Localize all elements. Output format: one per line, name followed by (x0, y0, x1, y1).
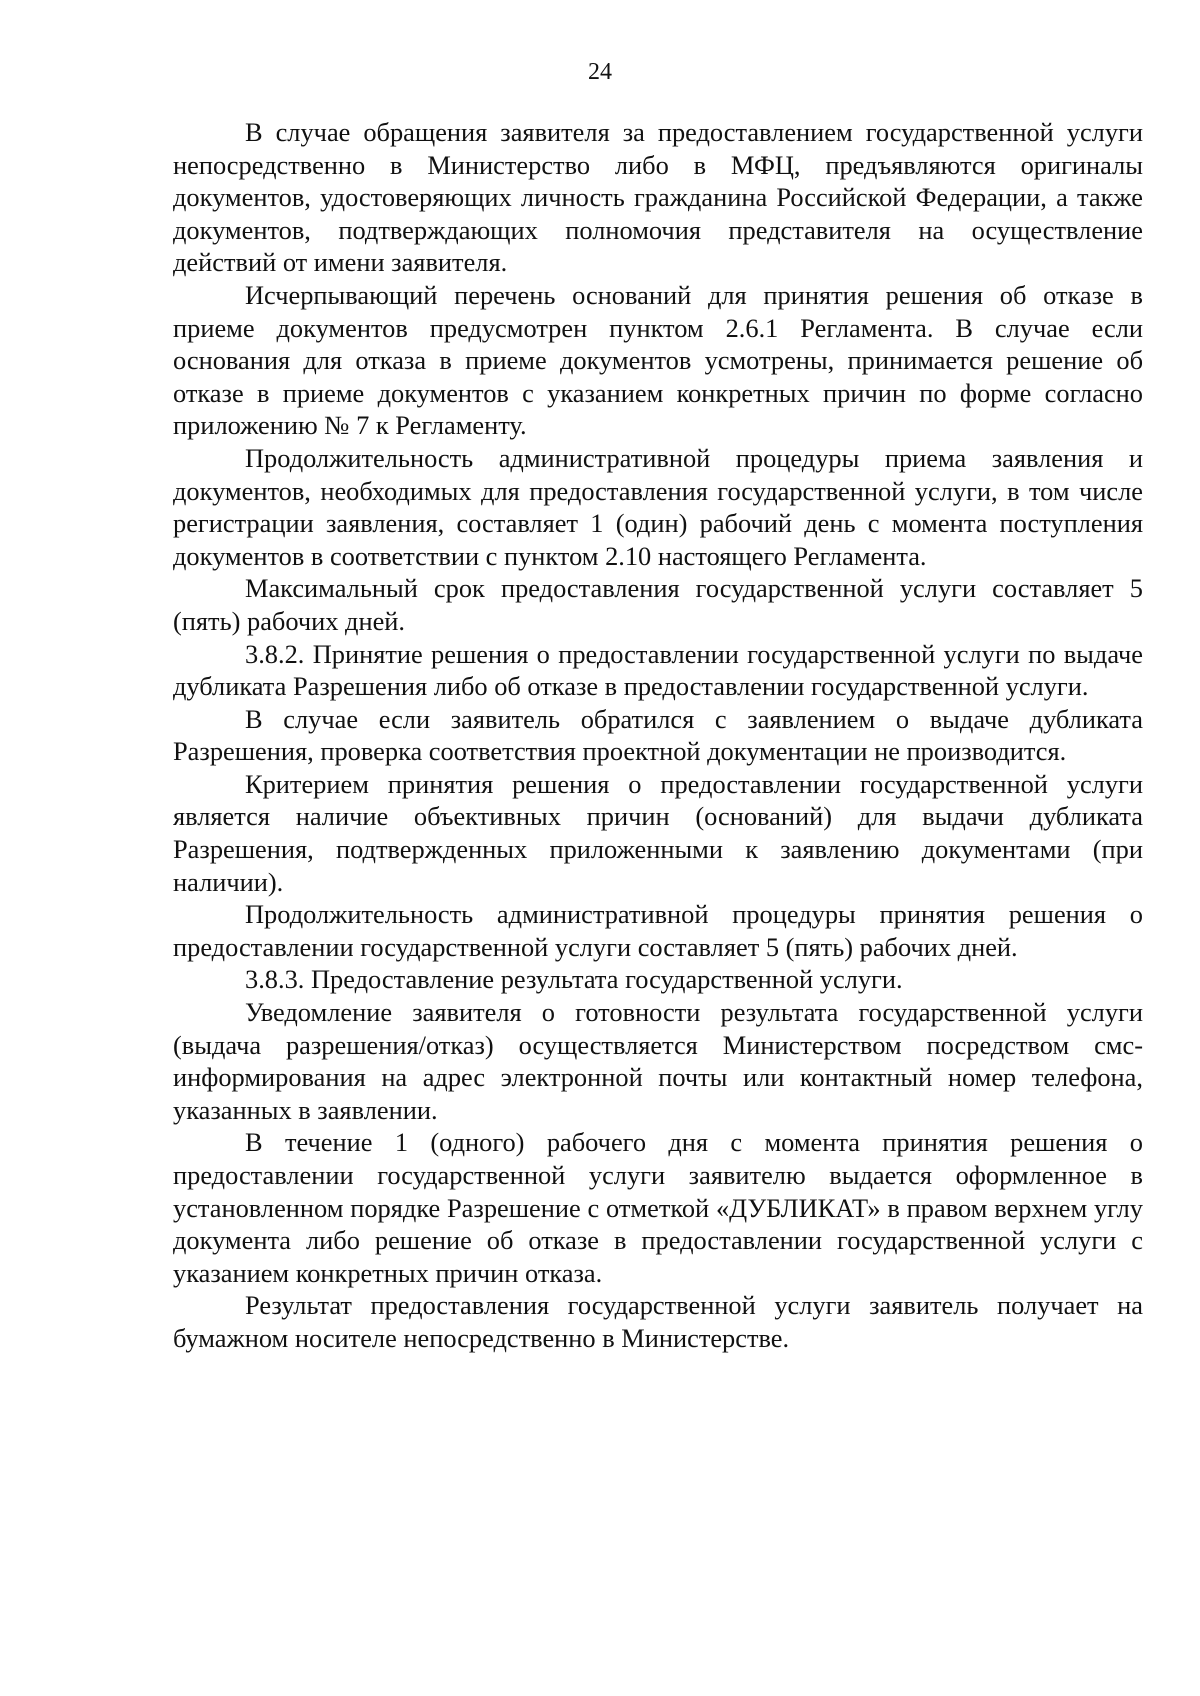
paragraph-notification: Уведомление заявителя о готовности результата государственной услуги (выдача разрешения/отказ) осуществляется Министерством посредством смс-информирования на адрес электронной почты или контактный номер телефона, указанных в заявлении. (173, 997, 1143, 1125)
paragraph-refusal-grounds: Исчерпывающий перечень оснований для принятия решения об отказе в приеме документов предусмотрен пунктом 2.6.1 Регламента. В случае если основания для отказа в приеме документов усмотрены, принимается решение об отказе в приеме документов с указанием конкретных причин по форме согласно приложению № 7 к Регламенту. (173, 279, 1143, 441)
paragraph-decision-duration: Продолжительность административной процедуры принятия решения о предоставлении государственной услуги составляет 5 (пять) рабочих дней. (173, 899, 1143, 962)
paragraph-issuance: В течение 1 (одного) рабочего дня с момента принятия решения о предоставлении государственной услуги заявителю выдается оформленное в установленном порядке Разрешение с отметкой «ДУБЛИКАТ» в правом верхнем углу документа либо решение об отказе в предоставлении государственной услуги с указанием конкретных причин отказа. (173, 1127, 1143, 1288)
document-body (173, 116, 1143, 1355)
page-number: 24 (588, 59, 612, 85)
paragraph-no-project-check: В случае если заявитель обратился с заявлением о выдаче дубликата Разрешения, проверка соответствия проектной документации не производится. (173, 703, 1143, 767)
paragraph-result-receipt: Результат предоставления государственной услуги заявитель получает на бумажном носителе непосредственно в Министерстве. (173, 1290, 1143, 1353)
paragraph-applicant-documents: В случае обращения заявителя за предоставлением государственной услуги непосредственно в Министерство либо в МФЦ, предъявляются оригиналы документов, удостоверяющих личность гражданина Российской Федерации, а также документов, подтверждающих полномочия представителя на осуществление действий от имени заявителя. (173, 117, 1143, 278)
section-3-8-3-heading: 3.8.3. Предоставление результата государственной услуги. (245, 964, 903, 995)
paragraph-decision-criterion: Критерием принятия решения о предоставлении государственной услуги является наличие объективных причин (оснований) для выдачи дубликата Разрешения, подтвержденных приложенными к заявлению документами (при наличии). (173, 768, 1143, 897)
paragraph-reception-duration: Продолжительность административной процедуры приема заявления и документов, необходимых для предоставления государственной услуги, в том числе регистрации заявления, составляет 1 (один) рабочий день с момента поступления документов в соответствии с пунктом 2.10 настоящего Регламента. (173, 442, 1143, 571)
section-3-8-2-heading: 3.8.2. Принятие решения о предоставлении государственной услуги по выдаче дубликата Разрешения либо об отказе в предоставлении государственной услуги. (173, 638, 1143, 702)
paragraph-maximum-term: Максимальный срок предоставления государственной услуги составляет 5 (пять) рабочих дней. (173, 573, 1143, 636)
